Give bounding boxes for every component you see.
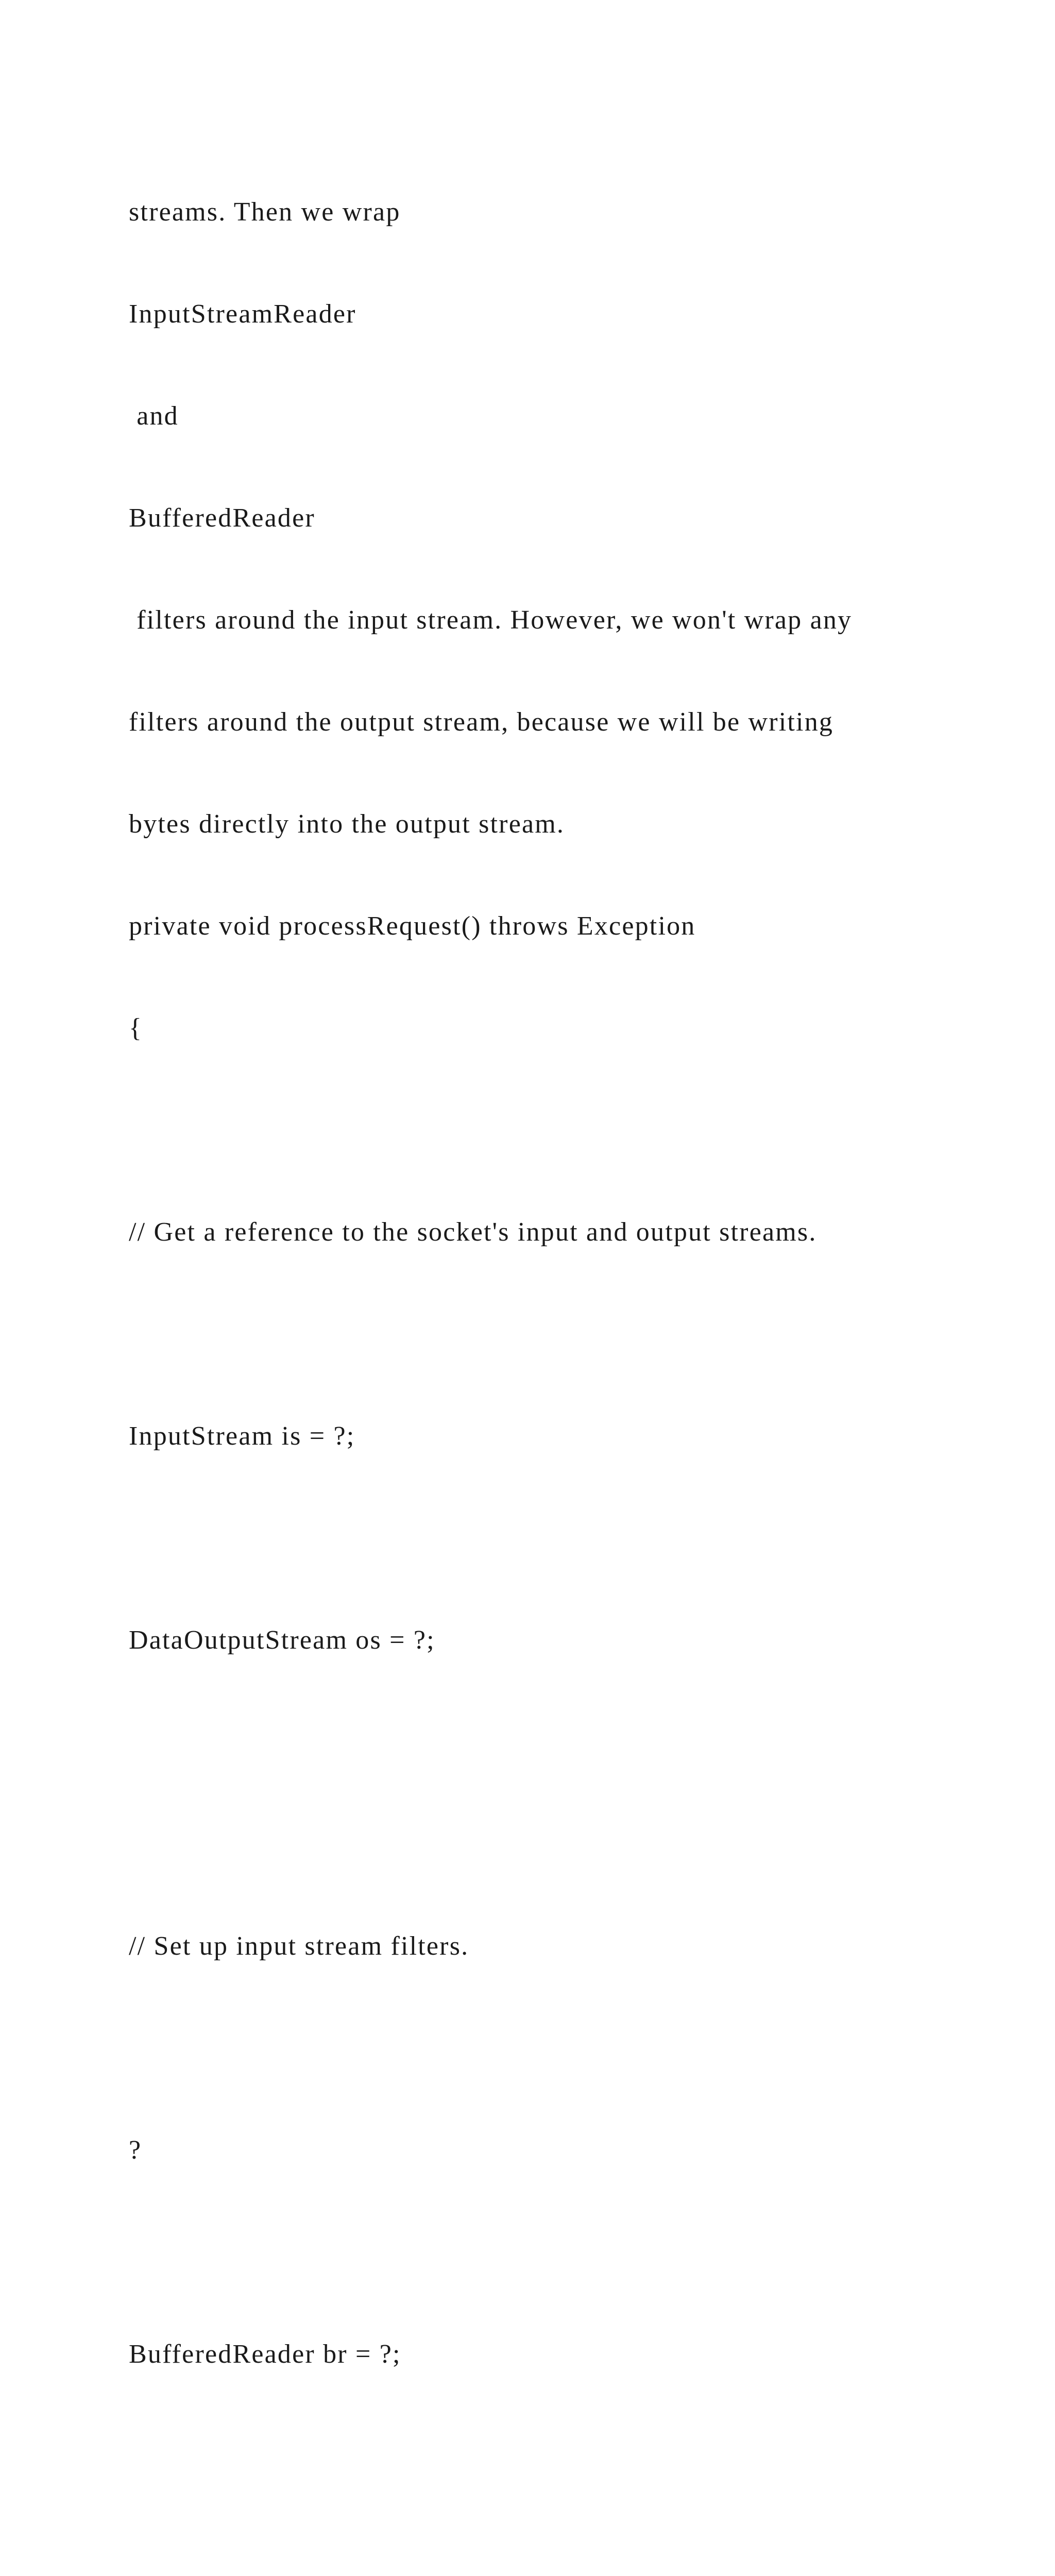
blank-line [129, 1317, 979, 1351]
blank-line [129, 2439, 979, 2473]
code-line: { [129, 1013, 143, 1043]
document-body [129, 127, 979, 2576]
blank-line [129, 1725, 979, 1759]
text-line: filters around the output stream, because we will be writing [129, 707, 834, 737]
text-line: BufferedReader [129, 503, 315, 533]
code-line: DataOutputStream os = ?; [129, 1625, 435, 1655]
code-line: ? [129, 2136, 142, 2165]
blank-line [129, 1521, 979, 1555]
text-line: bytes directly into the output stream. [129, 809, 565, 839]
blank-line [129, 2541, 979, 2575]
text-line: InputStreamReader [129, 299, 356, 329]
blank-line [129, 2031, 979, 2065]
blank-line [129, 2235, 979, 2269]
blank-line [129, 1113, 979, 1147]
code-line: BufferedReader br = ?; [129, 2340, 401, 2369]
text-line: streams. Then we wrap [129, 197, 401, 227]
code-line: InputStream is = ?; [129, 1421, 355, 1451]
text-line: filters around the input stream. However, we won't wrap any [129, 605, 853, 635]
code-line: private void processRequest() throws Exception [129, 911, 696, 941]
code-comment: // Set up input stream filters. [129, 1931, 469, 1961]
code-comment: // Get a reference to the socket's input and output streams. [129, 1217, 817, 1247]
blank-line [129, 1827, 979, 1861]
text-line: and [129, 401, 179, 431]
